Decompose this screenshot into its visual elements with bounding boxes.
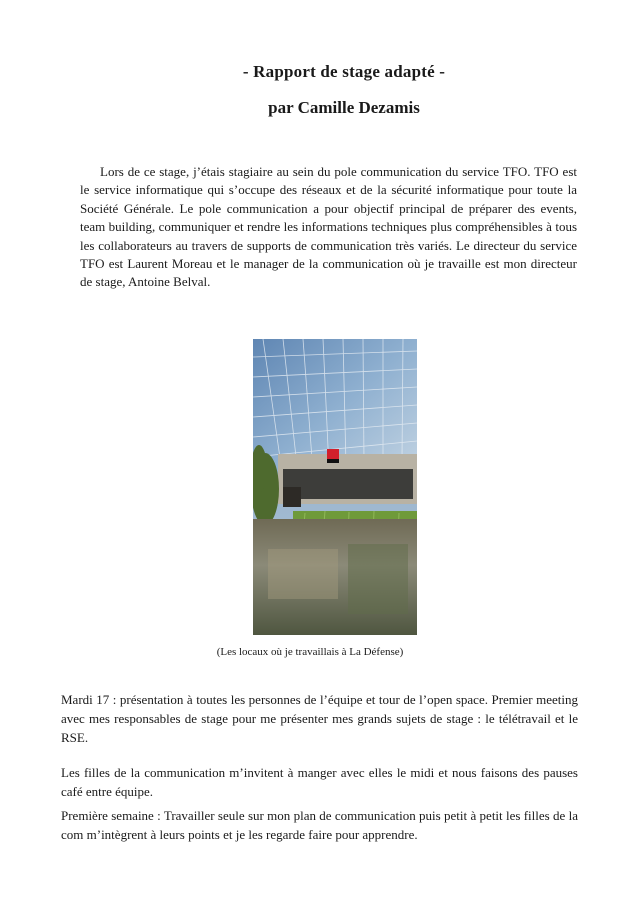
document-title: - Rapport de stage adapté -: [242, 62, 446, 81]
intro-text: Lors de ce stage, j’étais stagiaire au sein du pole communication du service TFO. TFO est le service informatique qui s’occupe des réseaux et de la sécurité informatique pour toute la Société Générale. Le pole communication a pour objectif principal de préparer des events, team building, communiquer et rendre les informations techniques plus compréhensibles à tous les collaborateurs au travers de supports de communication très variés. Le directeur du service TFO est Laurent Moreau et le manager de la communication où je travaille est mon directeur de stage, Antoine Belval.: [80, 164, 577, 290]
intro-paragraph: [80, 163, 577, 292]
paragraph-filles: Les filles de la communication m’invitent à manger avec elles le midi et nous faisons des pauses café entre équipe.: [61, 765, 578, 799]
photo-caption: (Les locaux où je travaillais à La Défense): [216, 646, 404, 658]
paragraph-mardi: Mardi 17 : présentation à toutes les personnes de l’équipe et tour de l’open space. Premier meeting avec mes responsables de stage pour me présenter mes grands sujets de stage : le télétravail et le RSE.: [61, 692, 578, 745]
office-building-photo: [253, 339, 417, 635]
document-author: par Camille Dezamis: [268, 98, 420, 117]
paragraph-premiere-semaine: Première semaine : Travailler seule sur mon plan de communication puis petit à petit les filles de la com m’intègrent à leurs points et je les regarde faire pour apprendre.: [61, 808, 578, 842]
